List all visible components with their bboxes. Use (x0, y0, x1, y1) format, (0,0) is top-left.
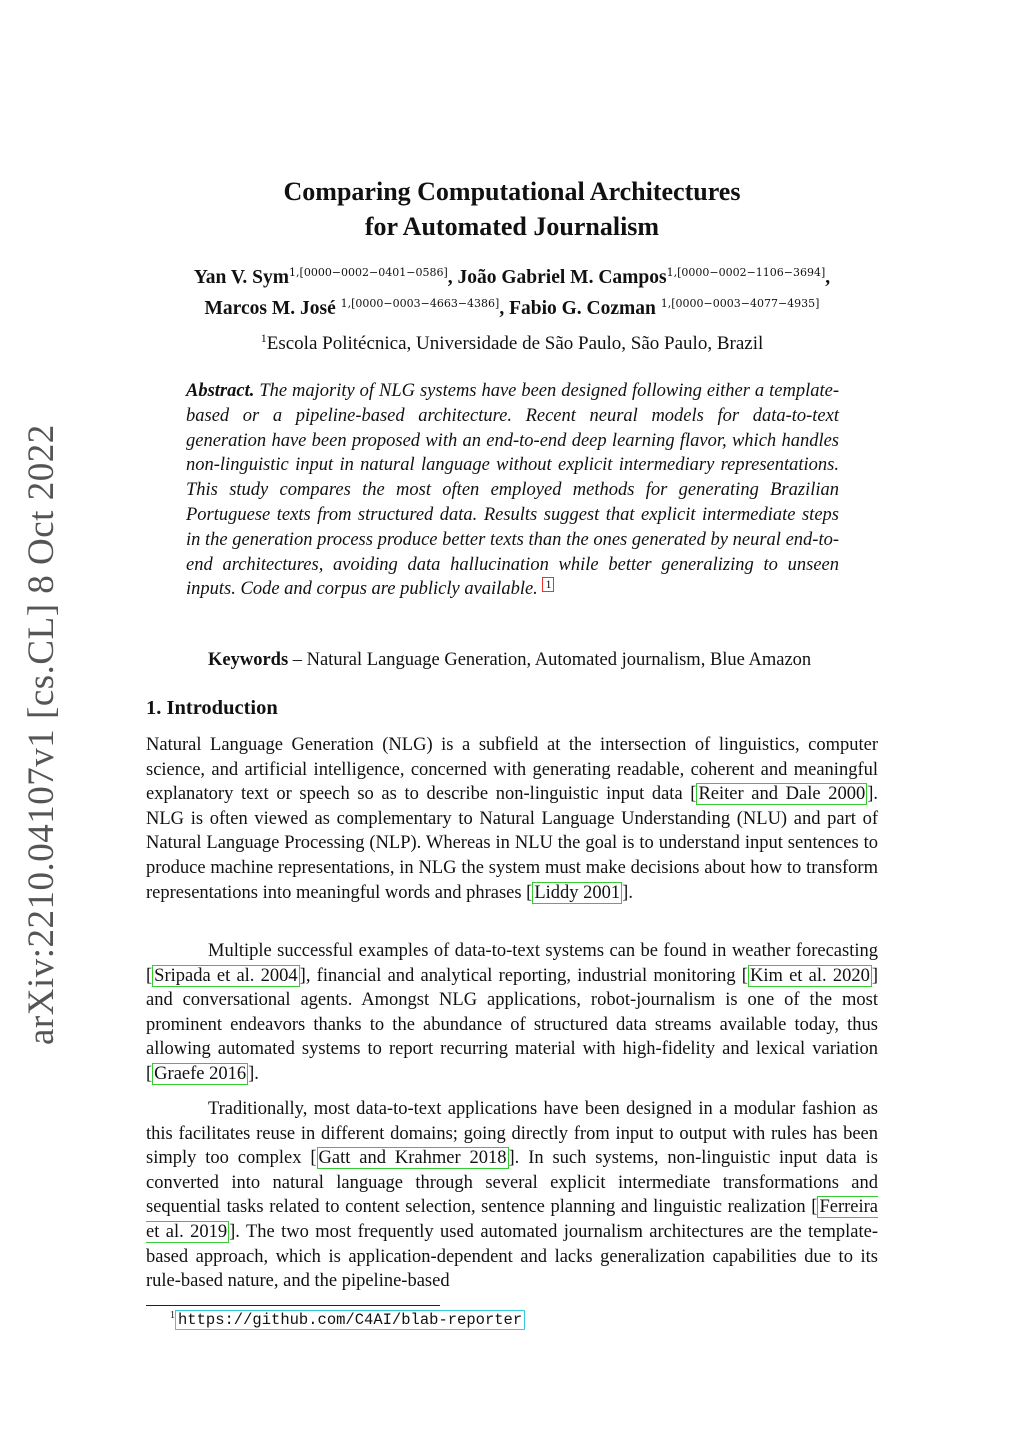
citation-link[interactable]: Reiter and Dale 2000 (698, 784, 866, 805)
paragraph-text: ]. NLG is often viewed as complementary to Natural Language Understanding (NLU) and part of Natural Language Processing (NLP). Whereas in NLU the goal is to understand input sentences to produce machine representations, in NLG the system must make decisions about how to transform representations into meaningful words and phrases [ (146, 784, 878, 903)
affiliation (0, 331, 1024, 355)
orcid: 1,[0000−0003−4663−4386] (340, 297, 500, 310)
author-name: Marcos M. José (204, 298, 341, 319)
author-list (0, 260, 1024, 322)
paragraph-text: ], financial and analytical reporting, industrial monitoring [ (299, 965, 748, 986)
footnote-link[interactable]: 1 (542, 577, 554, 592)
footnote-divider (146, 1305, 440, 1306)
orcid: 1,[0000−0002−0401−0586] (289, 266, 448, 279)
paragraph (146, 1097, 878, 1294)
paper-title (0, 174, 1024, 244)
paragraph-text: Traditionally, most data-to-text applications have been designed in a modular fashion as this facilitates reuse in different domains; going directly from input to output with rules has been simply too complex [ (146, 1099, 878, 1169)
paragraph (146, 733, 878, 905)
footnote-number: 1 (170, 1310, 175, 1321)
paragraph-text: ]. In such systems, non-linguistic input data is converted into natural language through several explicit intermediate transformations and sequential tasks related to content selection, sentence planning and linguistic realization [ (146, 1148, 878, 1218)
keywords-label: Keywords (208, 650, 289, 670)
author-line-1 (0, 260, 1024, 291)
arxiv-identifier: arXiv:2210.04107v1 [cs.CL] 8 Oct 2022 (21, 424, 62, 1045)
paragraph (146, 939, 878, 1087)
affiliation-text: Escola Politécnica, Universidade de São Paulo, São Paulo, Brazil (266, 333, 764, 354)
citation-link[interactable]: Graefe 2016 (154, 1063, 247, 1084)
paragraph-text: Multiple successful examples of data-to-text systems can be found in weather forecasting [ (146, 941, 878, 986)
author-separator: , (447, 267, 458, 288)
paragraph-text: ] and conversational agents. Amongst NLG applications, robot-journalism is one of the most prominent endeavors thanks to the abundance of structured data streams available today, thus allowing automated systems to report recurring material with high-fidelity and lexical variation [ (146, 965, 878, 1084)
repository-link[interactable]: https://github.com/C4AI/blab-reporter (175, 1310, 525, 1330)
paragraph-text: ]. (622, 882, 633, 903)
paragraph-text: ]. The two most frequently used automated journalism architectures are the template-based approach, which is application-dependent and lacks generalization capabilities due to its rule-based nature, and the pipeline-based (146, 1221, 878, 1292)
abstract (186, 379, 839, 602)
title-line-2: for Automated Journalism (364, 212, 660, 241)
citation-link[interactable]: Ferreira et al. 2019 (146, 1197, 878, 1242)
paragraph-text: Natural Language Generation (NLG) is a subfield at the intersection of linguistics, computer science, and artificial intelligence, concerned with generating readable, coherent and meaningful explanatory text or speech so as to describe non-linguistic input data [ (146, 735, 878, 805)
author-name: Yan V. Sym (193, 267, 290, 288)
abstract-text: The majority of NLG systems have been designed following either a template-based or a pipeline-based architecture. Recent neural models for data-to-text generation have been proposed with an end-to-end deep learning flavor, which handles non-linguistic input in natural language without explicit intermediary representations. This study compares the most often employed methods for generating Brazilian Portuguese texts from structured data. Results suggest that explicit intermediate steps in the generation process produce better texts than the ones generated by neural end-to-end architectures, avoiding data hallucination while better generalizing to unseen inputs. Code and corpus are publicly available. (186, 381, 839, 600)
author-name: Fabio G. Cozman (509, 298, 661, 319)
author-separator: , (499, 298, 510, 319)
paragraph-text: ]. (248, 1063, 259, 1084)
section-heading: 1. Introduction (146, 697, 278, 719)
title-line-1: Comparing Computational Architectures (283, 177, 741, 206)
citation-link[interactable]: Sripada et al. 2004 (154, 965, 298, 986)
orcid: 1,[0000−0003−4077−4935] (660, 297, 820, 310)
footnote (170, 1310, 525, 1329)
citation-link[interactable]: Kim et al. 2020 (749, 965, 870, 986)
abstract-label: Abstract. (186, 381, 255, 401)
author-name: João Gabriel M. Campos (457, 267, 667, 288)
affiliation-marker: 1 (260, 331, 267, 345)
orcid: 1,[0000−0002−1106−3694] (666, 266, 826, 279)
author-line-2 (0, 291, 1024, 322)
citation-link[interactable]: Liddy 2001 (534, 882, 621, 903)
keywords-text: – Natural Language Generation, Automated journalism, Blue Amazon (288, 650, 812, 670)
keywords (208, 650, 888, 671)
citation-link[interactable]: Gatt and Krahmer 2018 (318, 1148, 507, 1169)
author-separator: , (825, 267, 831, 288)
